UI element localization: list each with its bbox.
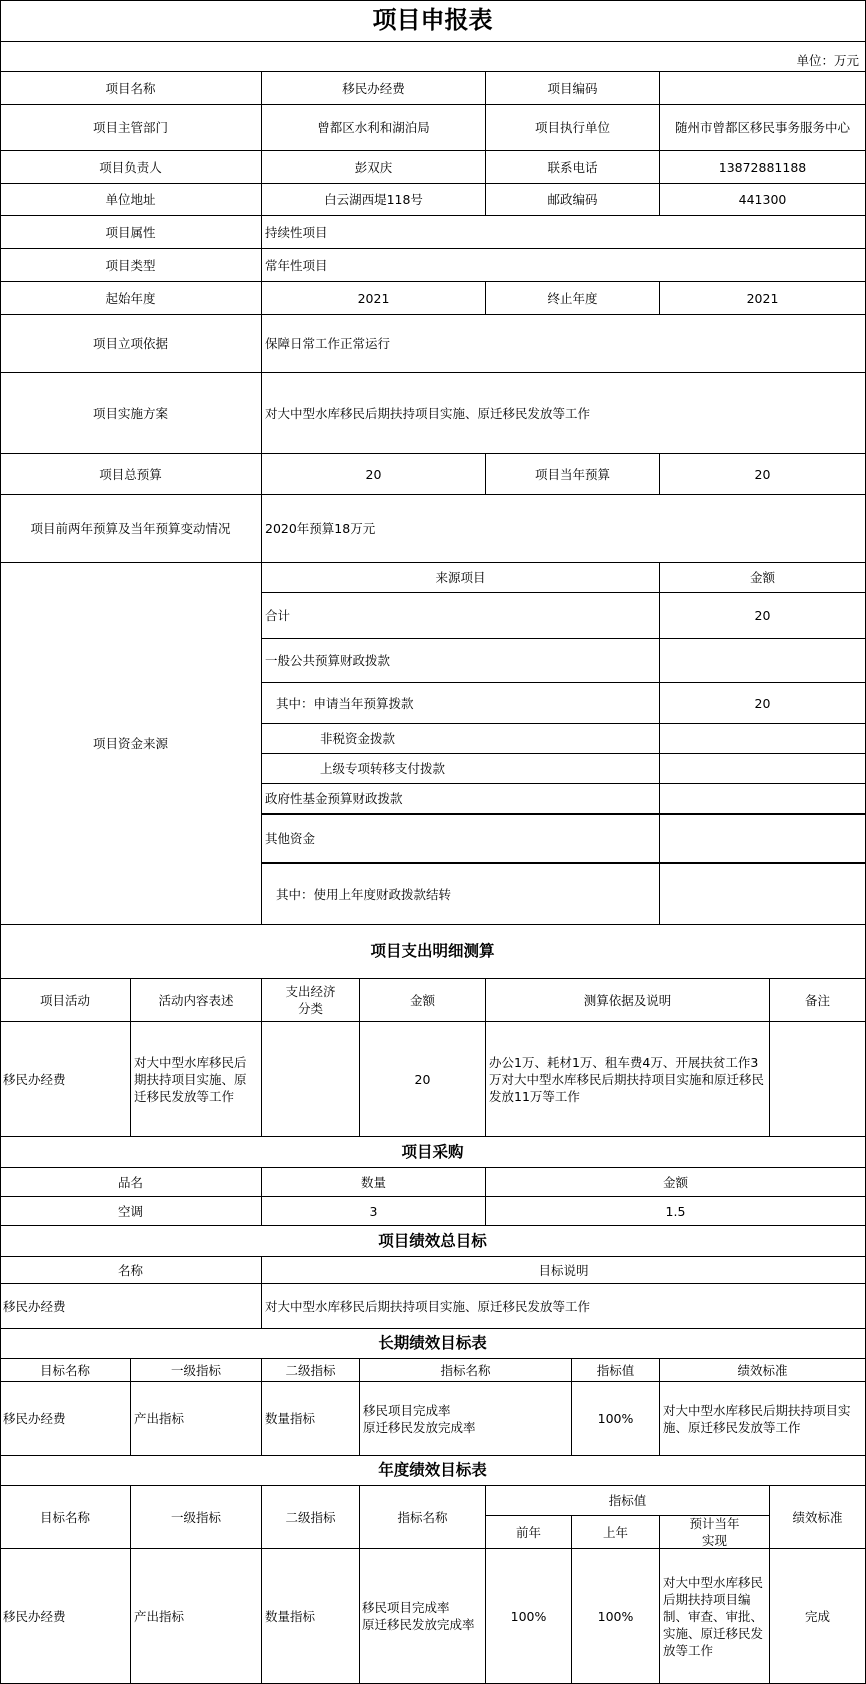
expense-content: 对大中型水库移民后期扶持项目实施、原迁移民发放等工作 xyxy=(131,1022,262,1137)
annual-header-goal: 目标名称 xyxy=(0,1486,131,1549)
expense-header-amount: 金额 xyxy=(360,979,486,1022)
overall-goal-name: 移民办经费 xyxy=(0,1284,262,1329)
annual-header-standard: 绩效标准 xyxy=(770,1486,866,1549)
expense-header-note: 备注 xyxy=(770,979,866,1022)
expense-section-title: 项目支出明细测算 xyxy=(0,925,866,979)
start-year-label: 起始年度 xyxy=(0,282,262,315)
basis-value: 保障日常工作正常运行 xyxy=(262,315,866,373)
annual-header-level2: 二级指标 xyxy=(262,1486,360,1549)
expense-note xyxy=(770,1022,866,1137)
funding-row-fund: 政府性基金预算财政拨款 xyxy=(262,784,660,814)
annual-header-level1: 一级指标 xyxy=(131,1486,262,1549)
year-budget-label: 项目当年预算 xyxy=(486,454,660,495)
expense-header-category: 支出经济分类 xyxy=(262,979,360,1022)
leader-label: 项目负责人 xyxy=(0,151,262,184)
funding-row-applied: 其中：申请当年预算拨款 xyxy=(262,683,660,724)
phone-label: 联系电话 xyxy=(486,151,660,184)
long-term-standard: 对大中型水库移民后期扶持项目实施、原迁移民发放等工作 xyxy=(660,1382,866,1456)
funding-amount-header: 金额 xyxy=(660,563,866,593)
end-year-label: 终止年度 xyxy=(486,282,660,315)
funding-row-applied-amount: 20 xyxy=(660,683,866,724)
attr-label: 项目属性 xyxy=(0,216,262,249)
expense-basis: 办公1万、耗材1万、租车费4万、开展扶贫工作3万对大中型水库移民后期扶持项目实施和原迁移民发放11万等工作 xyxy=(486,1022,770,1137)
total-budget-value: 20 xyxy=(262,454,486,495)
funding-row-total-amount: 20 xyxy=(660,593,866,639)
procurement-header-amount: 金额 xyxy=(486,1168,866,1197)
expense-header-activity: 项目活动 xyxy=(0,979,131,1022)
procurement-amount: 1.5 xyxy=(486,1197,866,1226)
expense-header-content: 活动内容表述 xyxy=(131,979,262,1022)
expense-amount: 20 xyxy=(360,1022,486,1137)
long-term-indicator: 移民项目完成率 原迁移民发放完成率 xyxy=(360,1382,572,1456)
type-label: 项目类型 xyxy=(0,249,262,282)
annual-subheader-prev2: 前年 xyxy=(486,1516,572,1549)
project-code-value xyxy=(660,72,866,105)
prev-budget-label: 项目前两年预算及当年预算变动情况 xyxy=(0,495,262,563)
funding-row-general-amount xyxy=(660,639,866,683)
annual-prev1: 100% xyxy=(572,1549,660,1684)
expense-activity: 移民办经费 xyxy=(0,1022,131,1137)
long-term-header-level1: 一级指标 xyxy=(131,1359,262,1382)
exec-unit-label: 项目执行单位 xyxy=(486,105,660,151)
procurement-section-title: 项目采购 xyxy=(0,1137,866,1168)
funding-row-general: 一般公共预算财政拨款 xyxy=(262,639,660,683)
zip-value: 441300 xyxy=(660,184,866,216)
procurement-item: 空调 xyxy=(0,1197,262,1226)
plan-value: 对大中型水库移民后期扶持项目实施、原迁移民发放等工作 xyxy=(262,373,866,454)
plan-label: 项目实施方案 xyxy=(0,373,262,454)
funding-row-transfer-amount xyxy=(660,754,866,784)
annual-subheader-prev1: 上年 xyxy=(572,1516,660,1549)
dept-value: 曾都区水利和湖泊局 xyxy=(262,105,486,151)
project-code-label: 项目编码 xyxy=(486,72,660,105)
long-term-header-standard: 绩效标准 xyxy=(660,1359,866,1382)
basis-label: 项目立项依据 xyxy=(0,315,262,373)
funding-label: 项目资金来源 xyxy=(0,563,262,925)
attr-value: 持续性项目 xyxy=(262,216,866,249)
long-term-level2: 数量指标 xyxy=(262,1382,360,1456)
long-term-value: 100% xyxy=(572,1382,660,1456)
total-budget-label: 项目总预算 xyxy=(0,454,262,495)
annual-level1: 产出指标 xyxy=(131,1549,262,1684)
end-year-value: 2021 xyxy=(660,282,866,315)
procurement-header-qty: 数量 xyxy=(262,1168,486,1197)
procurement-qty: 3 xyxy=(262,1197,486,1226)
long-term-goal: 移民办经费 xyxy=(0,1382,131,1456)
annual-goal: 移民办经费 xyxy=(0,1549,131,1684)
funding-row-carryover-amount xyxy=(660,863,866,925)
unit-label: 单位：万元 xyxy=(0,42,866,72)
funding-row-carryover: 其中：使用上年度财政拨款结转 xyxy=(262,863,660,925)
start-year-value: 2021 xyxy=(262,282,486,315)
funding-row-transfer: 上级专项转移支付拨款 xyxy=(262,754,660,784)
long-term-level1: 产出指标 xyxy=(131,1382,262,1456)
overall-goal-header-name: 名称 xyxy=(0,1257,262,1284)
annual-current: 对大中型水库移民后期扶持项目编制、审查、审批、实施、原迁移民发放等工作 xyxy=(660,1549,770,1684)
prev-budget-value: 2020年预算18万元 xyxy=(262,495,866,563)
project-name-label: 项目名称 xyxy=(0,72,262,105)
procurement-header-item: 品名 xyxy=(0,1168,262,1197)
annual-indicator: 移民项目完成率 原迁移民发放完成率 xyxy=(360,1549,486,1684)
funding-row-fund-amount xyxy=(660,784,866,814)
annual-standard: 完成 xyxy=(770,1549,866,1684)
funding-source-header: 来源项目 xyxy=(262,563,660,593)
zip-label: 邮政编码 xyxy=(486,184,660,216)
long-term-header-level2: 二级指标 xyxy=(262,1359,360,1382)
long-term-header-value: 指标值 xyxy=(572,1359,660,1382)
annual-header-indicator: 指标名称 xyxy=(360,1486,486,1549)
long-term-section-title: 长期绩效目标表 xyxy=(0,1329,866,1359)
type-value: 常年性项目 xyxy=(262,249,866,282)
expense-header-basis: 测算依据及说明 xyxy=(486,979,770,1022)
address-label: 单位地址 xyxy=(0,184,262,216)
funding-row-nontax-amount xyxy=(660,724,866,754)
funding-row-total: 合计 xyxy=(262,593,660,639)
funding-row-other-amount xyxy=(660,814,866,863)
expense-category xyxy=(262,1022,360,1137)
year-budget-value: 20 xyxy=(660,454,866,495)
annual-section-title: 年度绩效目标表 xyxy=(0,1456,866,1486)
overall-goal-header-desc: 目标说明 xyxy=(262,1257,866,1284)
long-term-header-indicator: 指标名称 xyxy=(360,1359,572,1382)
annual-prev2: 100% xyxy=(486,1549,572,1684)
leader-value: 彭双庆 xyxy=(262,151,486,184)
long-term-header-goal: 目标名称 xyxy=(0,1359,131,1382)
annual-subheader-current: 预计当年实现 xyxy=(660,1516,770,1549)
overall-goal-section-title: 项目绩效总目标 xyxy=(0,1226,866,1257)
funding-row-nontax: 非税资金拨款 xyxy=(262,724,660,754)
form-title: 项目申报表 xyxy=(0,0,866,42)
dept-label: 项目主管部门 xyxy=(0,105,262,151)
exec-unit-value: 随州市曾都区移民事务服务中心 xyxy=(660,105,866,151)
phone-value: 13872881188 xyxy=(660,151,866,184)
project-name-value: 移民办经费 xyxy=(262,72,486,105)
address-value: 白云湖西堤118号 xyxy=(262,184,486,216)
overall-goal-desc: 对大中型水库移民后期扶持项目实施、原迁移民发放等工作 xyxy=(262,1284,866,1329)
annual-level2: 数量指标 xyxy=(262,1549,360,1684)
annual-header-value: 指标值 xyxy=(486,1486,770,1516)
funding-row-other: 其他资金 xyxy=(262,814,660,863)
